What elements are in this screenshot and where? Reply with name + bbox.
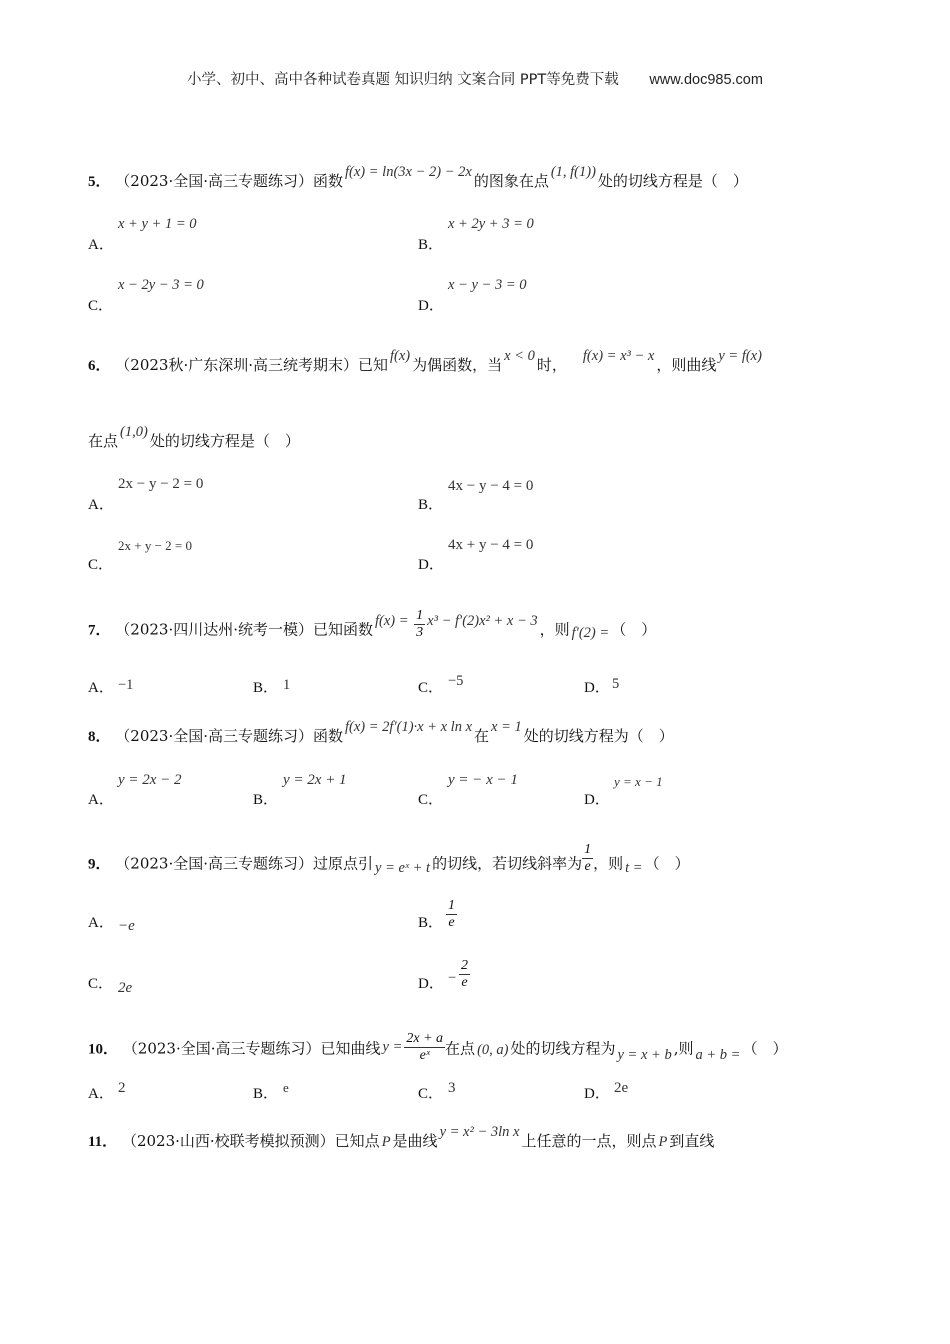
question-6 xyxy=(88,348,764,375)
option-label-b: B． xyxy=(418,237,444,253)
option-b: x + 2y + 3 = 0 xyxy=(448,216,534,232)
question-text: 为偶函数，当 xyxy=(412,356,503,374)
denominator: e xyxy=(461,975,468,990)
formula: f′(2) = xyxy=(571,624,610,641)
option-label-a: A． xyxy=(88,1086,114,1102)
formula: x³ − f′(2)x² + x − 3 xyxy=(427,612,538,629)
question-number: 11． xyxy=(88,1134,118,1150)
option-d: y = x − 1 xyxy=(614,774,663,789)
option-d: x − y − 3 = 0 xyxy=(448,277,527,293)
header-site: www.doc985.com xyxy=(649,72,763,88)
formula: f(x) = xyxy=(375,612,413,629)
option-c: −5 xyxy=(448,673,464,689)
option-label-a: A． xyxy=(88,497,114,513)
question-number: 10． xyxy=(88,1041,119,1058)
option-label-a: A． xyxy=(88,915,114,931)
question-source: （2023秋·广东深圳·高三统考期末）已知 xyxy=(115,356,389,374)
option-c: 2e xyxy=(118,980,133,996)
option-label-c: C． xyxy=(88,557,114,573)
numerator: 2 xyxy=(461,958,468,973)
formula: f(x) = x³ − x xyxy=(582,348,655,364)
option-b: y = 2x + 1 xyxy=(283,772,347,788)
question-source: （2023·全国·高三专题练习）函数 xyxy=(115,727,344,745)
option-label-d: D． xyxy=(418,557,444,573)
option-label-b: B． xyxy=(253,680,279,696)
option-b: e xyxy=(283,1080,289,1095)
question-text: ，则 xyxy=(593,854,624,873)
option-d xyxy=(459,958,470,991)
option-a: 2x − y − 2 = 0 xyxy=(118,476,204,492)
option-label-c: C． xyxy=(418,792,444,808)
option-a: −1 xyxy=(118,677,134,693)
option-label-a: A． xyxy=(88,680,114,696)
option-label-d: D． xyxy=(584,1086,610,1102)
formula: a + b = xyxy=(695,1046,741,1063)
numerator: 1 xyxy=(416,608,424,623)
formula: x < 0 xyxy=(504,348,535,364)
formula: t = xyxy=(625,859,643,876)
formula: y = x² − 3ln x xyxy=(439,1124,520,1140)
question-10 xyxy=(88,1033,787,1066)
question-text: 处的切线方程是（ ） xyxy=(597,172,748,190)
option-label-a: A． xyxy=(88,792,114,808)
option-label-d: D． xyxy=(584,792,610,808)
option-b: 4x − y − 4 = 0 xyxy=(448,478,534,494)
option-b xyxy=(446,898,457,931)
question-number: 5． xyxy=(88,174,111,190)
point-p: P xyxy=(381,1134,391,1150)
question-text: 在点 xyxy=(445,1039,476,1058)
numerator: 2x + a xyxy=(406,1031,444,1046)
denominator: 3 xyxy=(416,625,424,640)
question-6-line2 xyxy=(88,424,300,451)
question-8 xyxy=(88,719,674,746)
formula: f(x) = 2f′(1)·x + x ln x xyxy=(345,719,473,735)
option-a: −e xyxy=(118,918,135,934)
formula: x = 1 xyxy=(491,719,522,735)
question-number: 7． xyxy=(88,622,111,639)
question-5 xyxy=(88,164,748,191)
question-text: （ ） xyxy=(742,1039,788,1058)
formula: (1, f(1)) xyxy=(550,164,596,180)
option-d: 4x + y − 4 = 0 xyxy=(448,537,534,553)
option-label-d: D． xyxy=(418,298,444,314)
option-d-sign: − xyxy=(448,970,457,986)
option-d: 5 xyxy=(612,676,620,692)
numerator: 1 xyxy=(448,898,455,913)
denominator: e xyxy=(584,859,591,874)
option-c: x − 2y − 3 = 0 xyxy=(118,277,204,293)
formula: y = eˣ + t xyxy=(375,859,431,876)
option-a: y = 2x − 2 xyxy=(118,772,182,788)
question-text: ，则曲线 xyxy=(656,356,717,374)
question-text: 时， xyxy=(536,356,567,374)
question-9 xyxy=(88,842,690,881)
option-d: 2e xyxy=(614,1080,629,1096)
question-source: （2023·四川达州·统考一模）已知函数 xyxy=(115,620,374,639)
formula: f(x) xyxy=(390,348,411,364)
option-label-b: B． xyxy=(418,915,444,931)
question-text: 在点 xyxy=(88,432,119,450)
option-label-b: B． xyxy=(418,497,444,513)
fraction xyxy=(582,842,593,875)
question-text: ，则 xyxy=(539,620,570,639)
formula: f(x) = ln(3x − 2) − 2x xyxy=(345,164,472,180)
option-a: x + y + 1 = 0 xyxy=(118,216,197,232)
option-label-c: C． xyxy=(88,298,114,314)
numerator: 1 xyxy=(584,842,592,857)
point-p: P xyxy=(658,1134,668,1150)
option-c: y = − x − 1 xyxy=(448,772,518,788)
fraction xyxy=(414,608,425,641)
option-label-c: C． xyxy=(418,1086,444,1102)
header-text: 小学、初中、高中各种试卷真题 知识归纳 文案合同 PPT等免费下载 xyxy=(187,72,619,88)
question-source: （2023·全国·高三专题练习）函数 xyxy=(115,172,344,190)
question-text: 在 xyxy=(474,727,490,745)
question-7 xyxy=(88,608,657,647)
question-text: 的图象在点 xyxy=(473,172,549,190)
question-text: 处的切线方程为 xyxy=(510,1039,616,1058)
question-text: 的切线，若切线斜率为 xyxy=(432,854,583,873)
option-label-c: C． xyxy=(418,680,444,696)
option-label-d: D． xyxy=(418,976,444,992)
question-number: 8． xyxy=(88,729,111,745)
question-text: （ ） xyxy=(611,620,657,639)
option-label-c: C． xyxy=(88,976,114,992)
question-text: 处的切线方程为（ ） xyxy=(523,727,674,745)
formula: (0, a) xyxy=(477,1041,509,1058)
page-header xyxy=(0,68,950,89)
option-label-b: B． xyxy=(253,792,279,808)
option-b: 1 xyxy=(283,677,291,693)
option-label-b: B． xyxy=(253,1086,279,1102)
option-label-a: A． xyxy=(88,237,114,253)
question-text: （ ） xyxy=(644,854,690,873)
question-text: 处的切线方程是（ ） xyxy=(149,432,300,450)
denominator: eˣ xyxy=(419,1048,430,1063)
question-11 xyxy=(88,1124,715,1151)
formula: y = x + b xyxy=(617,1046,672,1063)
denominator: e xyxy=(448,915,455,930)
formula: y = xyxy=(382,1038,403,1055)
question-number: 9． xyxy=(88,856,111,873)
fraction xyxy=(404,1031,445,1064)
question-source: （2023·山西·校联考模拟预测）已知点 xyxy=(121,1132,380,1150)
option-c: 2x + y − 2 = 0 xyxy=(118,538,192,553)
question-text: ,则 xyxy=(673,1039,694,1058)
question-number: 6． xyxy=(88,358,111,374)
question-text: 到直线 xyxy=(669,1132,715,1150)
option-c: 3 xyxy=(448,1080,456,1096)
question-source: （2023·全国·高三专题练习）已知曲线 xyxy=(122,1039,381,1058)
option-label-d: D． xyxy=(584,680,610,696)
question-text: 是曲线 xyxy=(392,1132,438,1150)
formula: y = f(x) xyxy=(718,348,762,364)
formula: (1,0) xyxy=(120,424,148,440)
question-text: 上任意的一点，则点 xyxy=(521,1132,657,1150)
question-source: （2023·全国·高三专题练习）过原点引 xyxy=(115,854,374,873)
option-a: 2 xyxy=(118,1080,126,1096)
